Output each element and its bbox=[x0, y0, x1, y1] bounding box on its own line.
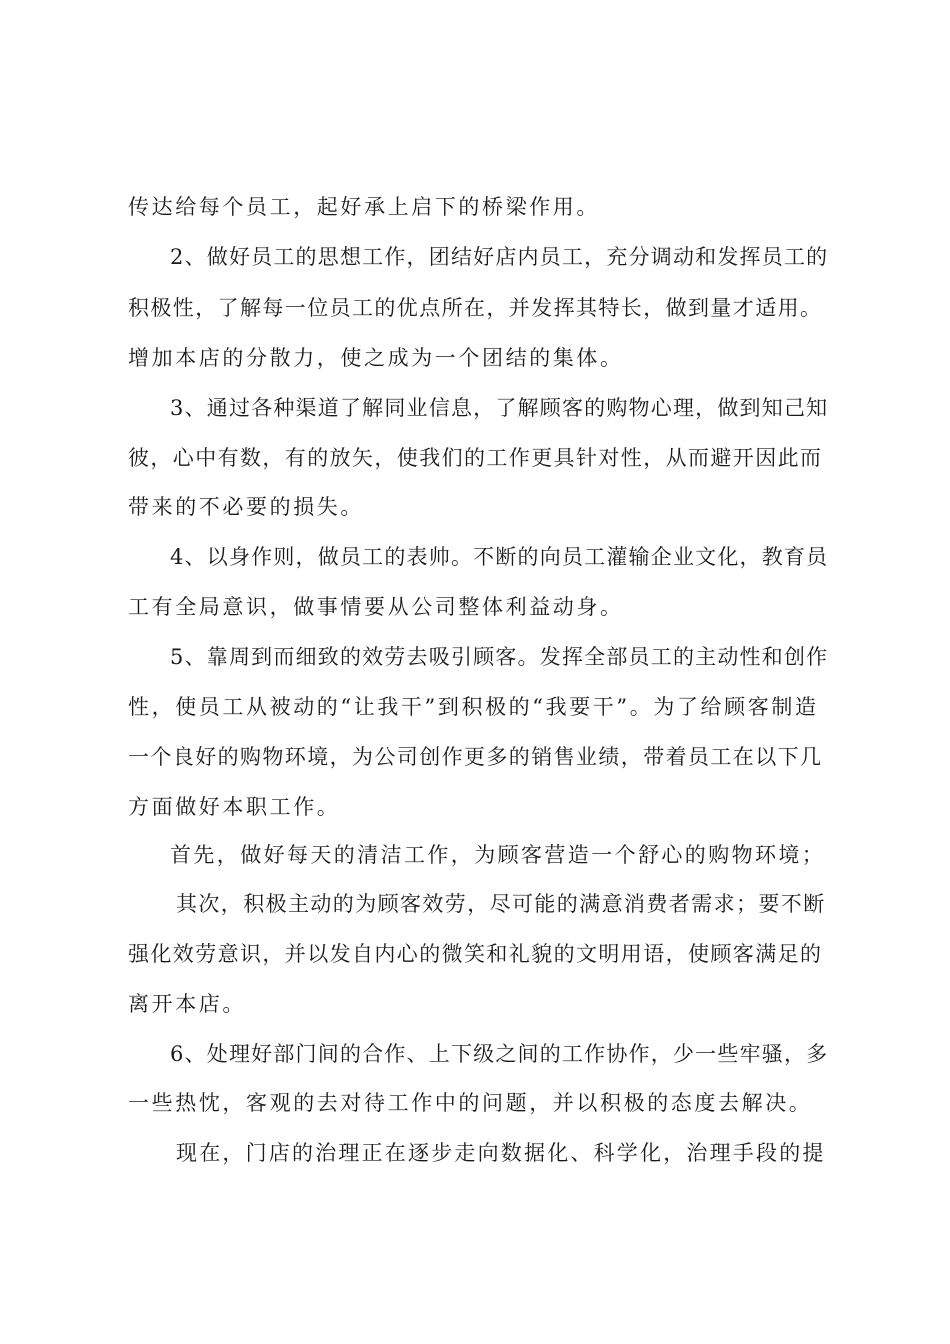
text-line: 强化效劳意识，并以发自内心的微笑和礼貌的文明用语，使顾客满足的 bbox=[128, 942, 823, 966]
text-line: 带来的不必要的损失。 bbox=[128, 495, 364, 519]
text-line: 其次，积极主动的为顾客效劳，尽可能的满意消费者需求；要不断 bbox=[176, 892, 826, 916]
text-line: 2、做好员工的思想工作，团结好店内员工，充分调动和发挥员工的 bbox=[170, 245, 829, 269]
text-line: 积极性，了解每一位员工的优点所在，并发挥其特长，做到量才适用。 bbox=[128, 296, 823, 320]
text-line: 彼，心中有数，有的放矢，使我们的工作更具针对性，从而避开因此而 bbox=[128, 446, 823, 470]
text-line: 离开本店。 bbox=[128, 992, 246, 1016]
text-line: 传达给每个员工，起好承上启下的桥梁作用。 bbox=[128, 195, 600, 219]
text-line: 一个良好的购物环境，为公司创作更多的销售业绩，带着员工在以下几 bbox=[128, 745, 823, 769]
text-line: 3、通过各种渠道了解同业信息，了解顾客的购物心理，做到知己知 bbox=[170, 396, 829, 420]
text-line: 性，使员工从被动的“让我干”到积极的“我要干”。为了给顾客制造 bbox=[128, 695, 819, 719]
text-line: 工有全局意识，做事情要从公司整体利益动身。 bbox=[128, 595, 624, 619]
text-line: 一些热忱，客观的去对待工作中的问题，并以积极的态度去解决。 bbox=[128, 1091, 813, 1115]
text-line: 4、以身作则，做员工的表帅。不断的向员工灌输企业文化，教育员 bbox=[170, 545, 829, 569]
text-line: 5、靠周到而细致的效劳去吸引顾客。发挥全部员工的主动性和创作 bbox=[170, 645, 829, 669]
text-line: 方面做好本职工作。 bbox=[128, 795, 341, 819]
text-line: 现在，门店的治理正在逐步走向数据化、科学化，治理手段的提 bbox=[176, 1141, 826, 1165]
text-line: 首先，做好每天的清洁工作，为顾客营造一个舒心的购物环境； bbox=[170, 843, 826, 867]
text-line: 增加本店的分散力，使之成为一个团结的集体。 bbox=[128, 346, 624, 370]
text-line: 6、处理好部门间的合作、上下级之间的工作协作，少一些牢骚，多 bbox=[170, 1042, 829, 1066]
